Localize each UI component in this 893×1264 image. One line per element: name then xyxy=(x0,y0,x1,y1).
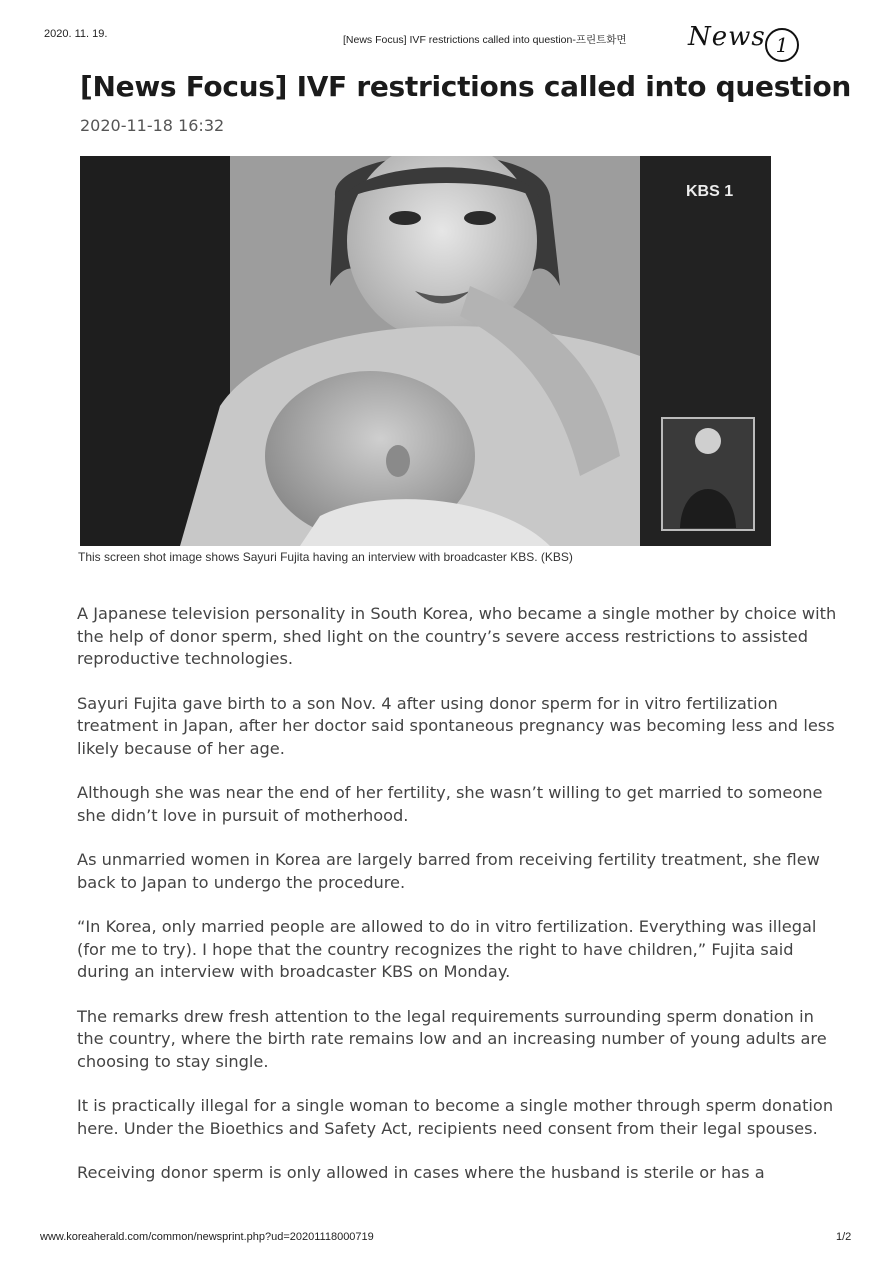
article-paragraph: It is practically illegal for a single woman to become a single mother through sperm donation here. Under the Bioethics and Safety Act, recipients need consent from their legal spouses. xyxy=(77,1096,834,1138)
handwritten-number: 1 xyxy=(765,28,799,62)
print-footer-url: www.koreaherald.com/common/newsprint.php?ud=20201118000719 xyxy=(40,1231,374,1243)
article-photo xyxy=(80,156,771,546)
print-header-title: [News Focus] IVF restrictions called into question-프린트화면 xyxy=(343,34,627,46)
article-headline: [News Focus] IVF restrictions called into question xyxy=(80,70,852,103)
left-eye xyxy=(389,211,421,225)
article-body xyxy=(77,603,837,1207)
article-paragraph: Receiving donor sperm is only allowed in cases where the husband is sterile or has a xyxy=(77,1163,765,1182)
photo-illustration xyxy=(80,156,771,546)
article-paragraph: “In Korea, only married people are allowed to do in vitro fertilization. Everything was illegal (for me to try). I hope that the country recognizes the right to have children,” Fujita said during an interview with broadcaster KBS on Monday. xyxy=(77,917,817,981)
article-paragraph: Although she was near the end of her fertility, she wasn’t willing to get married to someone she didn’t love in pursuit of motherhood. xyxy=(77,783,823,825)
article-paragraph: As unmarried women in Korea are largely barred from receiving fertility treatment, she flew back to Japan to undergo the procedure. xyxy=(77,850,820,892)
handwritten-note: News xyxy=(688,22,766,52)
article-paragraph: The remarks drew fresh attention to the legal requirements surrounding sperm donation in the country, where the birth rate remains low and an increasing number of young adults are choosing to stay single. xyxy=(77,1006,827,1071)
article-paragraph: A Japanese television personality in South Korea, who became a single mother by choice with the help of donor sperm, shed light on the country’s severe access restrictions to assisted reproductive technologies. xyxy=(77,604,837,668)
article-dateline: 2020-11-18 16:32 xyxy=(80,116,225,135)
broadcaster-watermark: KBS 1 xyxy=(686,183,734,200)
baby-ear xyxy=(386,445,410,477)
right-eye xyxy=(464,211,496,225)
print-header-date: 2020. 11. 19. xyxy=(44,28,108,40)
photo-caption: This screen shot image shows Sayuri Fujita having an interview with broadcaster KBS. (KBS) xyxy=(78,550,573,564)
print-footer-page: 1/2 xyxy=(836,1231,852,1243)
interpreter-head xyxy=(695,428,721,454)
article-paragraph: Sayuri Fujita gave birth to a son Nov. 4 after using donor sperm for in vitro fertilization treatment in Japan, after her doctor said spontaneous pregnancy was becoming less and less likely because of her age. xyxy=(77,693,835,758)
